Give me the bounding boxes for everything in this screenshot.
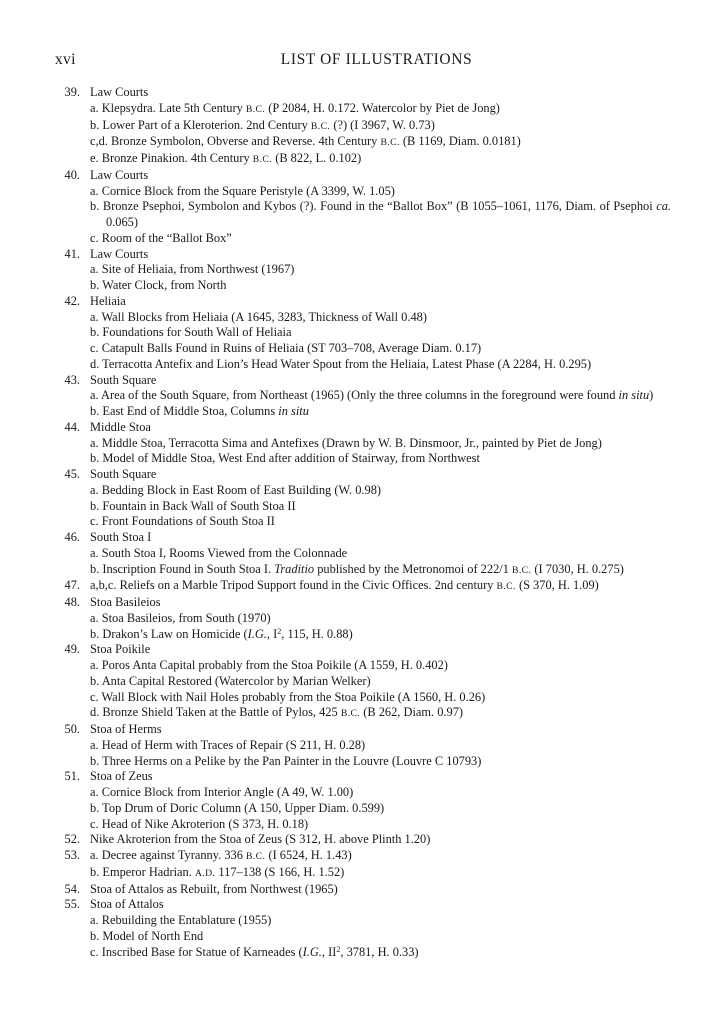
text-run: (I 7030, H. 0.275) — [531, 561, 624, 576]
entry-heading — [0, 168, 727, 184]
entry-heading — [0, 247, 727, 263]
entry-number: 40. — [64, 167, 80, 182]
list-entry — [0, 168, 727, 247]
entry-subitem — [0, 310, 727, 326]
entry-title: Law Courts — [90, 246, 149, 261]
text-run: b. East End of Middle Stoa, Columns — [90, 404, 279, 418]
text-run: b. Top Drum of Doric Column (A 150, Upper Diam. 0.599) — [90, 800, 385, 815]
entry-title: Stoa of Attalos as Rebuilt, from Northwest (1965) — [90, 881, 338, 896]
list-entry — [0, 373, 727, 420]
superscript: 2 — [336, 944, 341, 954]
entry-subitem — [0, 562, 727, 579]
entry-number: 39. — [64, 85, 80, 99]
text-run: d. Terracotta Antefix and Lion’s Head Water Spout from the Heliaia, Latest Phase (A 2284, H. 0.295) — [90, 356, 592, 371]
text-run: , I — [266, 626, 278, 641]
entry-title — [90, 578, 599, 592]
entry-subitem — [0, 514, 727, 530]
text-run: a. Wall Blocks from Heliaia (A 1645, 3283, Thickness of Wall 0.48) — [90, 309, 427, 324]
text-run: (P 2084, H. 0.172. Watercolor by Piet de Jong) — [265, 100, 500, 115]
era-abbrev: B.C. — [512, 564, 532, 576]
list-entry — [0, 832, 727, 848]
text-run: b. Inscription Found in South Stoa I. — [90, 561, 275, 576]
text-run: d. Bronze Shield Taken at the Battle of Pylos, 425 — [90, 705, 341, 720]
italic-text: I.G. — [247, 626, 267, 641]
era-abbrev: B.C. — [310, 120, 331, 132]
entry-number: 42. — [64, 293, 80, 308]
era-abbrev: B.C. — [380, 137, 400, 149]
text-run: c,d. Bronze Symbolon, Obverse and Reverse. 4th Century — [90, 134, 381, 149]
list-entry — [0, 85, 727, 168]
entry-subitem — [0, 929, 727, 945]
list-entry — [0, 530, 727, 578]
text-run: (I 6524, H. 1.43) — [265, 848, 352, 862]
italic-text: in situ — [618, 388, 650, 403]
entry-heading — [0, 897, 727, 913]
entry-subitem — [0, 801, 727, 817]
text-run: , 115, H. 0.88) — [281, 626, 353, 641]
text-run: a. Poros Anta Capital probably from the Stoa Poikile (A 1559, H. 0.402) — [90, 658, 448, 672]
entry-heading — [0, 769, 727, 785]
text-run: (S 370, H. 1.09) — [515, 578, 599, 593]
entry-subitem — [0, 341, 727, 357]
entry-subitem — [0, 913, 727, 929]
entry-subitem — [0, 690, 727, 706]
italic-text: in situ — [278, 404, 309, 418]
entry-subitem — [0, 754, 727, 770]
text-run: ) — [649, 388, 654, 403]
text-run: (?) (I 3967, W. 0.73) — [330, 117, 435, 132]
entry-subitem — [0, 151, 727, 168]
page-number: xvi — [55, 51, 76, 68]
list-entry — [0, 769, 727, 832]
text-run: a. Cornice Block from the Square Peristyle (A 3399, W. 1.05) — [90, 183, 395, 198]
entry-number: 53. — [64, 848, 80, 862]
text-run: published by the Metronomoi of 222/1 — [314, 561, 512, 576]
list-entry — [0, 642, 727, 722]
text-run: (B 1169, Diam. 0.0181) — [399, 134, 521, 149]
list-entry — [0, 578, 727, 595]
list-entry — [0, 294, 727, 373]
text-run: , 3781, H. 0.33) — [340, 944, 419, 959]
entry-number: 52. — [64, 832, 80, 847]
era-abbrev: B.C. — [246, 851, 266, 862]
entry-title: Stoa Basileios — [90, 595, 161, 609]
entry-subitem — [0, 325, 727, 341]
entry-heading — [0, 530, 727, 546]
text-run: a. Rebuilding the Entablature (1955) — [90, 913, 272, 927]
entry-heading — [0, 85, 727, 101]
entry-title: Law Courts — [90, 167, 149, 182]
entry-heading — [0, 420, 727, 436]
text-run: b. Water Clock, from North — [90, 278, 227, 292]
era-abbrev: B.C. — [340, 708, 361, 720]
era-abbrev: B.C. — [496, 581, 516, 593]
text-run: b. Three Herms on a Pelike by the Pan Painter in the Louvre (Louvre C 10793) — [90, 753, 482, 768]
text-run: a,b,c. Reliefs on a Marble Tripod Support found in the Civic Offices. 2nd century — [90, 578, 497, 593]
list-entry — [0, 595, 727, 642]
era-abbrev: B.C. — [252, 154, 273, 165]
entry-subitem — [0, 388, 727, 404]
text-run: c. Catapult Balls Found in Ruins of Heliaia (ST 703–708, Average Diam. 0.17) — [90, 341, 482, 355]
text-run: b. Anta Capital Restored (Watercolor by Marian Welker) — [90, 673, 371, 688]
text-run: b. Lower Part of a Kleroterion. 2nd Century — [90, 117, 311, 132]
entry-number: 47. — [64, 578, 80, 593]
text-run: a. South Stoa I, Rooms Viewed from the Colonnade — [90, 545, 348, 560]
text-run: b. Drakon’s Law on Homicide ( — [90, 626, 248, 641]
entry-subitem — [0, 278, 727, 294]
era-abbrev: B.C. — [245, 103, 266, 115]
entry-number: 54. — [64, 881, 80, 896]
entry-subitem — [0, 118, 727, 135]
text-run: a. Klepsydra. Late 5th Century — [90, 100, 246, 115]
entry-number: 44. — [64, 419, 80, 434]
entry-title: Stoa of Zeus — [90, 769, 153, 784]
page-title: LIST OF ILLUSTRATIONS — [280, 51, 473, 68]
entry-title: Stoa of Attalos — [90, 897, 164, 912]
entry-subitem — [0, 404, 727, 420]
entry-subitem — [0, 101, 727, 118]
entry-heading — [0, 642, 727, 658]
entry-subitem — [0, 611, 727, 627]
entry-title: South Square — [90, 372, 157, 387]
text-run: c. Wall Block with Nail Holes probably from the Stoa Poikile (A 1560, H. 0.26) — [90, 689, 486, 704]
text-run: a. Head of Herm with Traces of Repair (S 211, H. 0.28) — [90, 737, 366, 752]
entry-subitem — [0, 134, 727, 151]
text-run: a. Stoa Basileios, from South (1970) — [90, 610, 271, 625]
text-run: (B 262, Diam. 0.97) — [360, 705, 464, 720]
text-run: c. Inscribed Base for Statue of Karneades ( — [90, 944, 303, 959]
entry-subitem — [0, 231, 727, 247]
text-run: b. Foundations for South Wall of Heliaia — [90, 325, 292, 340]
entry-number: 48. — [64, 595, 80, 609]
entry-subitem — [0, 658, 727, 674]
entry-heading — [0, 373, 727, 389]
list-entry — [0, 420, 727, 467]
entry-subitem — [0, 483, 727, 499]
text-run: a. Area of the South Square, from Northeast (1965) (Only the three columns in the foreground were found — [90, 388, 619, 403]
entry-title: Nike Akroterion from the Stoa of Zeus (S 312, H. above Plinth 1.20) — [90, 832, 431, 847]
entry-number: 43. — [64, 372, 80, 387]
italic-text: Traditio — [274, 561, 315, 576]
list-entry — [0, 467, 727, 530]
text-run: 0.065) — [106, 215, 139, 229]
page-header — [0, 51, 727, 73]
text-run: b. Model of North End — [90, 928, 204, 943]
entry-heading — [0, 578, 727, 595]
entry-subitem — [0, 945, 727, 961]
entry-number: 46. — [64, 530, 80, 544]
list-entry — [0, 247, 727, 294]
entry-subitem — [0, 705, 727, 722]
text-run: b. Emperor Hadrian. — [90, 864, 195, 879]
list-entry — [0, 848, 727, 882]
era-abbrev: A.D. — [194, 867, 216, 879]
text-run: c. Room of the “Ballot Box” — [90, 230, 232, 245]
list-entry — [0, 722, 727, 769]
illustration-list — [0, 85, 727, 960]
entry-title — [90, 848, 352, 862]
entry-subitem — [0, 546, 727, 562]
text-run: 117–138 (S 166, H. 1.52) — [215, 864, 345, 879]
entry-subitem — [0, 817, 727, 833]
entry-title: Stoa Poikile — [90, 642, 151, 657]
entry-heading — [0, 882, 727, 898]
entry-heading — [0, 848, 727, 865]
entry-subitem — [0, 451, 727, 467]
entry-number: 49. — [64, 642, 80, 657]
text-run: a. Site of Heliaia, from Northwest (1967) — [90, 262, 295, 277]
entry-subitem — [0, 436, 727, 452]
entry-number: 41. — [64, 246, 80, 261]
entry-subitem — [0, 865, 727, 882]
entry-subitem — [0, 627, 727, 643]
entry-subitem — [0, 357, 727, 373]
text-run: a. Decree against Tyranny. 336 — [90, 848, 247, 862]
entry-heading — [0, 722, 727, 738]
text-run: a. Bedding Block in East Room of East Building (W. 0.98) — [90, 482, 382, 497]
entry-subitem — [0, 184, 727, 200]
text-run: b. Bronze Psephoi, Symbolon and Kybos (?). Found in the “Ballot Box” (B 1055–1061, 1176, Diam. of Psephoi — [90, 199, 657, 214]
italic-text: I.G. — [302, 944, 322, 959]
entry-number: 55. — [64, 897, 80, 912]
entry-title: Heliaia — [90, 293, 126, 308]
entry-subitem — [0, 785, 727, 801]
entry-subitem — [0, 674, 727, 690]
entry-subitem — [0, 199, 727, 231]
entry-title: Middle Stoa — [90, 419, 151, 434]
text-run: b. Fountain in Back Wall of South Stoa II — [90, 498, 296, 513]
text-run: (B 822, L. 0.102) — [272, 151, 362, 165]
entry-title: Law Courts — [90, 85, 149, 99]
entry-number: 45. — [64, 467, 80, 481]
text-run: , II — [321, 944, 337, 959]
italic-text: ca. — [656, 199, 671, 214]
superscript: 2 — [277, 626, 282, 636]
text-run: e. Bronze Pinakion. 4th Century — [90, 151, 253, 165]
entry-title: South Square — [90, 467, 157, 481]
entry-title: Stoa of Herms — [90, 722, 162, 736]
entry-number: 50. — [64, 722, 80, 736]
entry-subitem — [0, 499, 727, 515]
text-run: a. Cornice Block from Interior Angle (A 49, W. 1.00) — [90, 785, 354, 799]
entry-subitem — [0, 262, 727, 278]
text-run: c. Head of Nike Akroterion (S 373, H. 0.18) — [90, 816, 309, 831]
text-run: b. Model of Middle Stoa, West End after addition of Stairway, from Northwest — [90, 451, 480, 466]
text-run: a. Middle Stoa, Terracotta Sima and Antefixes (Drawn by W. B. Dinsmoor, Jr., painted by Piet de Jong) — [90, 435, 602, 450]
entry-heading — [0, 595, 727, 611]
list-entry — [0, 882, 727, 898]
entry-number: 51. — [64, 769, 80, 784]
list-entry — [0, 897, 727, 960]
entry-title: South Stoa I — [90, 530, 152, 544]
text-run: c. Front Foundations of South Stoa II — [90, 514, 275, 529]
entry-heading — [0, 467, 727, 483]
entry-heading — [0, 832, 727, 848]
entry-subitem — [0, 738, 727, 754]
entry-heading — [0, 294, 727, 310]
